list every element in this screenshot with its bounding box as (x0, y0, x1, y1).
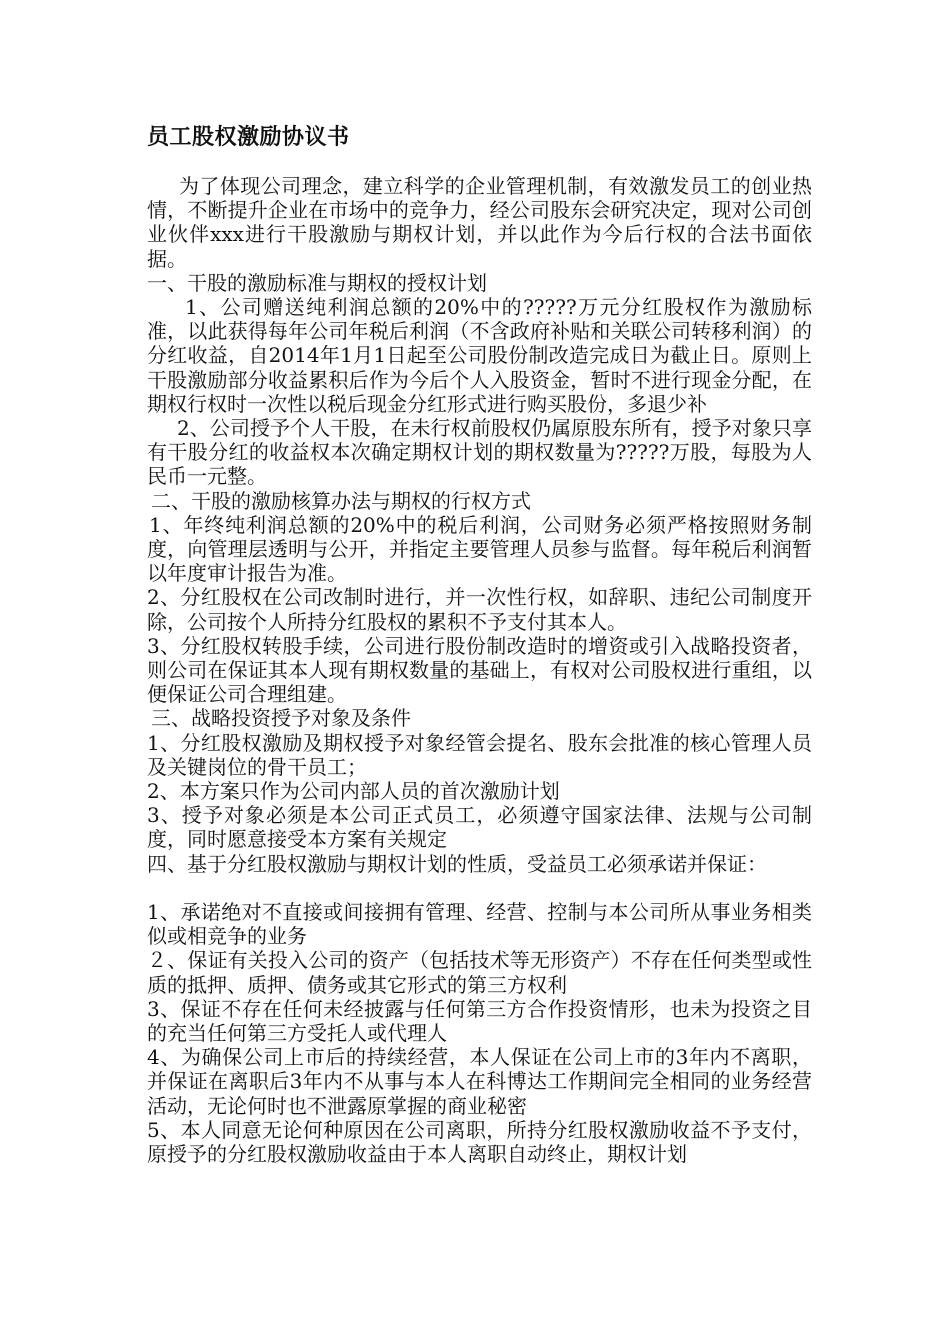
section3-heading: 三、战略投资授予对象及条件 (151, 706, 411, 731)
section2-item-1: 1、年终纯利润总额的20%中的税后利润，公司财务必须严格按照财务制度，向管理层透明与公开，并指定主要管理人员参与监督。每年税后利润暂以年度审计报告为准。 (147, 512, 812, 586)
section1-heading: 一、干股的激励标准与期权的授权计划 (147, 270, 487, 295)
section4-item-4: 4、为确保公司上市后的持续经营，本人保证在公司上市的3年内不离职，并保证在离职后3年内不从事与本人在科博达工作期间完全相同的业务经营活动，无论何时也不泄露原掌握的商业秘密 (147, 1045, 812, 1118)
section2-item-2: 2、分红股权在公司改制时进行，并一次性行权，如辞职、违纪公司制度开除，公司按个人所持分红股权的累积不予支付其本人。 (147, 585, 812, 634)
document-body (147, 122, 812, 1166)
section4-item-2: ２、保证有关投入公司的资产（包括技术等无形资产）不存在任何类型或性质的抵押、质押、债务或其它形式的第三方权利 (147, 948, 812, 997)
intro-paragraph: 为了体现公司理念，建立科学的企业管理机制，有效激发员工的创业热情，不断提升企业在市场中的竞争力，经公司股东会研究决定，现对公司创业伙伴xxx进行干股激励与期权计划，并以此作为今后行权的合法书面依据。 (147, 174, 812, 271)
document-title: 员工股权激励协议书 (147, 124, 350, 150)
section4-item-5: 5、本人同意无论何种原因在公司离职，所持分红股权激励收益不予支付，原授予的分红股权激励收益由于本人离职自动终止，期权计划 (147, 1117, 812, 1166)
section4-heading: 四、基于分红股权激励与期权计划的性质，受益员工必须承诺并保证： (147, 851, 767, 876)
section4-item-1: 1、承诺绝对不直接或间接拥有管理、经营、控制与本公司所从事业务相类似或相竞争的业务 (147, 899, 812, 949)
section1-item-1: 1、公司赠送纯利润总额的20%中的?????万元分红股权作为激励标准，以此获得每年公司年税后利润（不含政府补贴和关联公司转移利润）的分红收益，自2014年1月1日起至公司股份制改造完成日为截止日。原则上干股激励部分收益累积后作为今后个人入股资金，暂时不进行现金分配，在期权行权时一次性以税后现金分红形式进行购买股份，多退少补 (147, 295, 812, 416)
blank-line (147, 876, 812, 900)
section3-item-1: 1、分红股权激励及期权授予对象经管会提名、股东会批准的核心管理人员及关键岗位的骨干员工； (147, 730, 812, 779)
section3-item-2: 2、本方案只作为公司内部人员的首次激励计划 (147, 779, 560, 804)
section2-heading: 二、干股的激励核算办法与期权的行权方式 (151, 488, 531, 513)
section1-item-2: 2、公司授予个人干股，在未行权前股权仍属原股东所有，授予对象只享有干股分红的收益权本次确定期权计划的期权数量为?????万股，每股为人民币一元整。 (147, 416, 812, 489)
section2-item-3: 3、分红股权转股手续，公司进行股份制改造时的增资或引入战略投资者，则公司在保证其本人现有期权数量的基础上，有权对公司股权进行重组，以便保证公司合理组建。 (147, 633, 812, 707)
section4-item-3: 3、保证不存在任何未经披露与任何第三方合作投资情形，也未为投资之目的充当任何第三方受托人或代理人 (147, 996, 812, 1045)
section3-item-3: 3、授予对象必须是本公司正式员工，必须遵守国家法律、法规与公司制度，同时愿意接受本方案有关规定 (147, 803, 812, 852)
